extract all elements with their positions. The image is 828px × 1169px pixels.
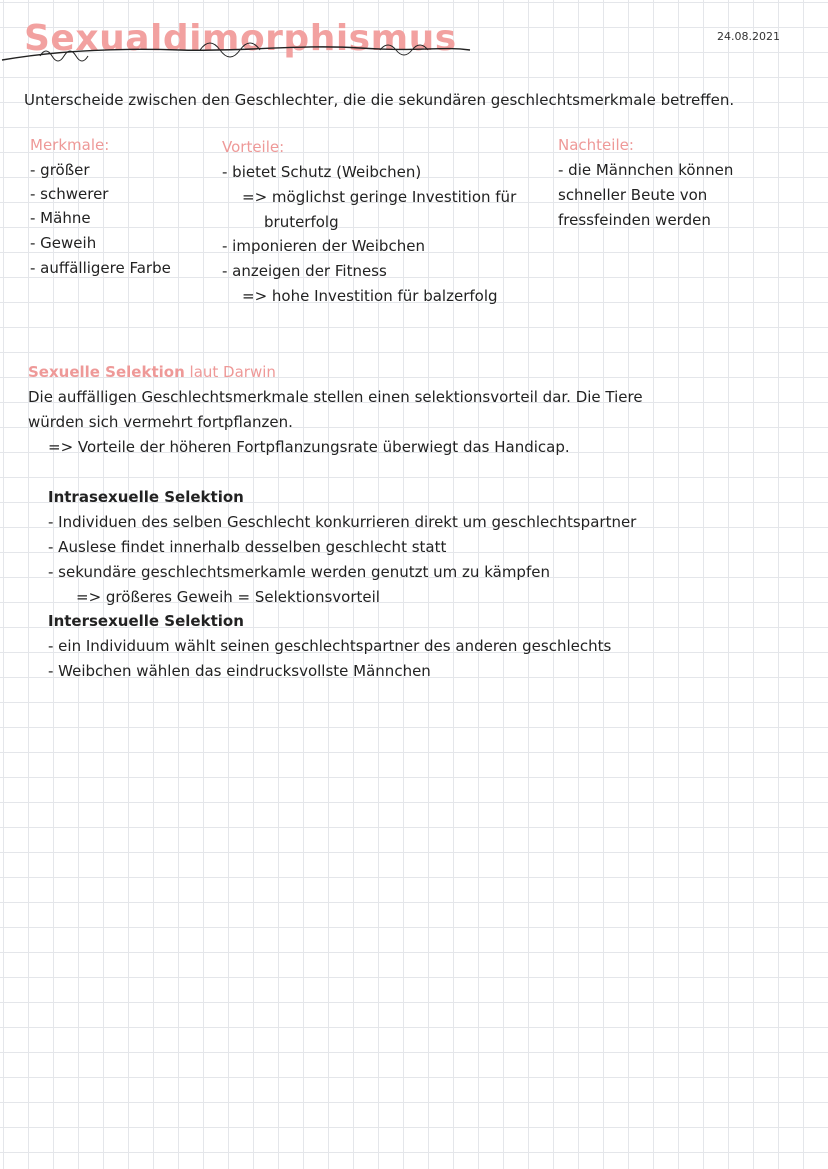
date: 24.08.2021 bbox=[717, 30, 780, 43]
selection-conclusion: => Vorteile der höheren Fortpflanzungsrate überwiegt das Handicap. bbox=[48, 438, 570, 456]
intra-item: - Auslese findet innerhalb desselben geschlecht statt bbox=[48, 538, 447, 556]
merkmale-item: - Mähne bbox=[30, 209, 91, 227]
title-script-stroke bbox=[0, 10, 480, 70]
merkmale-item: - größer bbox=[30, 161, 90, 179]
merkmale-item: - auffälligere Farbe bbox=[30, 259, 171, 277]
selection-heading-rest: laut Darwin bbox=[189, 363, 276, 381]
merkmale-item: - Geweih bbox=[30, 234, 97, 252]
intra-item: - sekundäre geschlechtsmerkamle werden genutzt um zu kämpfen bbox=[48, 563, 550, 581]
vorteile-item: bruterfolg bbox=[264, 213, 339, 231]
vorteile-item: => möglichst geringe Investition für bbox=[242, 188, 517, 206]
inter-heading: Intersexuelle Selektion bbox=[48, 612, 244, 630]
nachteile-item: fressfeinden werden bbox=[558, 211, 711, 229]
inter-item: - Weibchen wählen das eindrucksvollste Männchen bbox=[48, 662, 431, 680]
selection-heading-bold: Sexuelle Selektion bbox=[28, 363, 185, 381]
page-title: Sexualdimorphismus bbox=[24, 18, 457, 59]
nachteile-item: - die Männchen können bbox=[558, 161, 734, 179]
inter-item: - ein Individuum wählt seinen geschlechtspartner des anderen geschlechts bbox=[48, 637, 612, 655]
selection-text: Die auffälligen Geschlechtsmerkmale stellen einen selektionsvorteil dar. Die Tiere bbox=[28, 388, 643, 406]
vorteile-item: - imponieren der Weibchen bbox=[222, 237, 425, 255]
selection-heading bbox=[28, 360, 276, 385]
nachteile-heading: Nachteile: bbox=[558, 136, 634, 154]
merkmale-item: - schwerer bbox=[30, 185, 109, 203]
merkmale-heading: Merkmale: bbox=[30, 136, 110, 154]
nachteile-item: schneller Beute von bbox=[558, 186, 708, 204]
intra-item: - Individuen des selben Geschlecht konkurrieren direkt um geschlechtspartner bbox=[48, 513, 637, 531]
selection-text: würden sich vermehrt fortpflanzen. bbox=[28, 413, 293, 431]
intra-conclusion: => größeres Geweih = Selektionsvorteil bbox=[76, 588, 380, 606]
intra-heading: Intrasexuelle Selektion bbox=[48, 488, 244, 506]
vorteile-heading: Vorteile: bbox=[222, 138, 285, 156]
vorteile-item: => hohe Investition für balzerfolg bbox=[242, 287, 498, 305]
vorteile-item: - anzeigen der Fitness bbox=[222, 262, 387, 280]
intro-text: Unterscheide zwischen den Geschlechter, die die sekundären geschlechtsmerkmale betreffen. bbox=[24, 91, 735, 109]
vorteile-item: - bietet Schutz (Weibchen) bbox=[222, 163, 422, 181]
